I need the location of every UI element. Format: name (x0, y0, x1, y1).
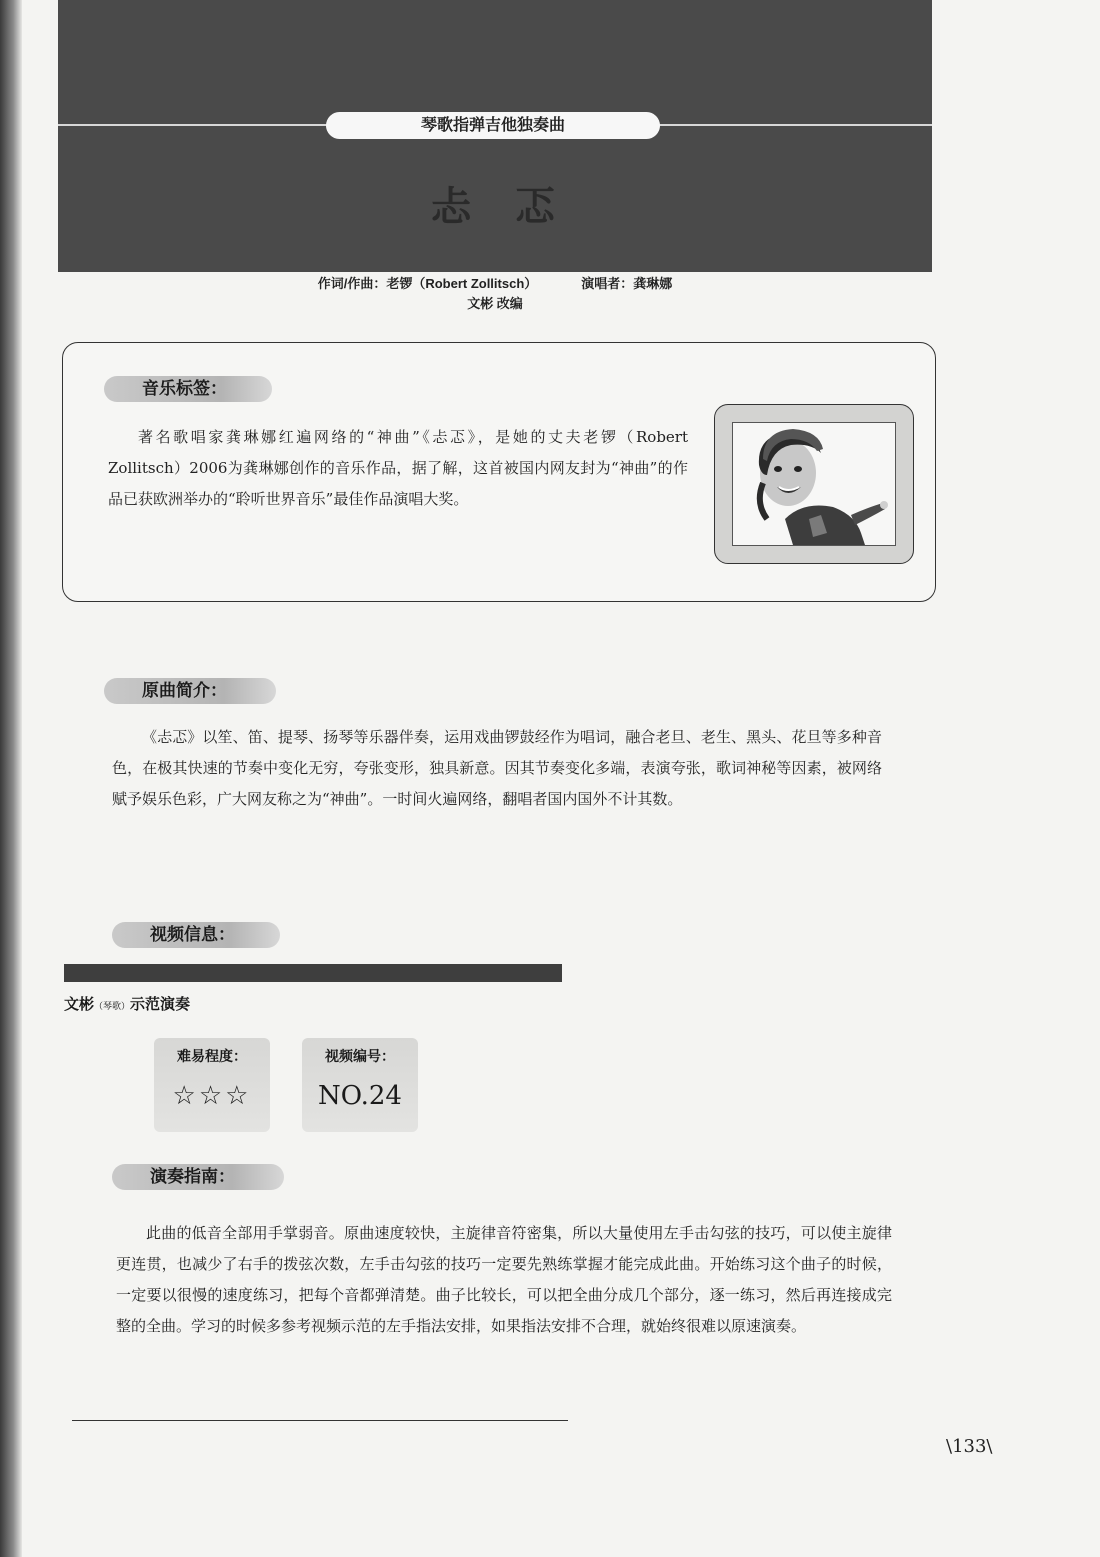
demo-suffix: 示范演奏 (130, 996, 191, 1013)
performer-name: 文彬 (64, 996, 95, 1013)
video-number-label: 视频编号： (325, 1048, 395, 1064)
guide-text: 此曲的低音全部用手掌弱音。原曲速度较快，主旋律音符密集，所以大量使用左手击勾弦的技巧，可以使主旋律更连贯，也减少了右手的拨弦次数，左手击勾弦的技巧一定要先熟练掌握才能完成此曲。开始练习这个曲子的时候，一定要以很慢的速度练习，把每个音都弹清楚。曲子比较长，可以把全曲分成几个部分，逐一练习，然后再连接成完整的全曲。学习的时候多参考视频示范的左手指法安排，如果指法安排不合理，就始终很难以原速演奏。 (116, 1224, 892, 1335)
series-label: 琴歌指弹吉他独奏曲 (326, 112, 660, 139)
original-intro-text: 《忐忑》以笙、笛、提琴、扬琴等乐器伴奏，运用戏曲锣鼓经作为唱词，融合老旦、老生、黑头、花旦等多种音色，在极其快速的节奏中变化无穷，夸张变形，独具新意。因其节奏变化多端，表演夸张，歌词神秘等因素，被网络赋予娱乐色彩，广大网友称之为“神曲”。一时间火遍网络，翻唱者国内国外不计其数。 (112, 728, 882, 808)
difficulty-label: 难易程度： (177, 1048, 247, 1064)
original-intro-heading: 原曲简介： (104, 678, 276, 704)
page-title: 忐忑 (431, 183, 599, 230)
credits (0, 274, 990, 314)
video-info-bar (64, 964, 562, 982)
guide-heading: 演奏指南： (112, 1164, 284, 1190)
video-info-heading: 视频信息： (112, 922, 280, 948)
singer: 演唱者：龚琳娜 (581, 276, 673, 291)
singer-portrait-icon (733, 423, 895, 545)
performer-note: （琴歌） (94, 1001, 131, 1011)
video-number-card (302, 1038, 418, 1132)
difficulty-stars: ☆☆☆ (172, 1081, 252, 1111)
music-tag-text: 著名歌唱家龚琳娜红遍网络的“神曲”《忐忑》，是她的丈夫老锣（Robert Zollitsch）2006为龚琳娜创作的音乐作品，据了解，这首被国内网友封为“神曲”的作品已获欧洲举办的“聆听世界音乐”最佳作品演唱大奖。 (108, 428, 688, 508)
singer-photo-frame (714, 404, 914, 564)
page-number: \133\ (946, 1436, 993, 1457)
singer-photo (732, 422, 896, 546)
book-spine-shadow (0, 0, 22, 1557)
video-number: NO.24 (318, 1081, 402, 1111)
difficulty-card (154, 1038, 270, 1132)
footer-rule (72, 1420, 568, 1421)
music-tag-heading: 音乐标签： (104, 376, 272, 402)
lyricist-composer: 作词/作曲：老锣（Robert Zollitsch） (317, 276, 538, 291)
demo-performer (64, 994, 190, 1016)
arranger: 文彬 改编 (467, 296, 523, 311)
